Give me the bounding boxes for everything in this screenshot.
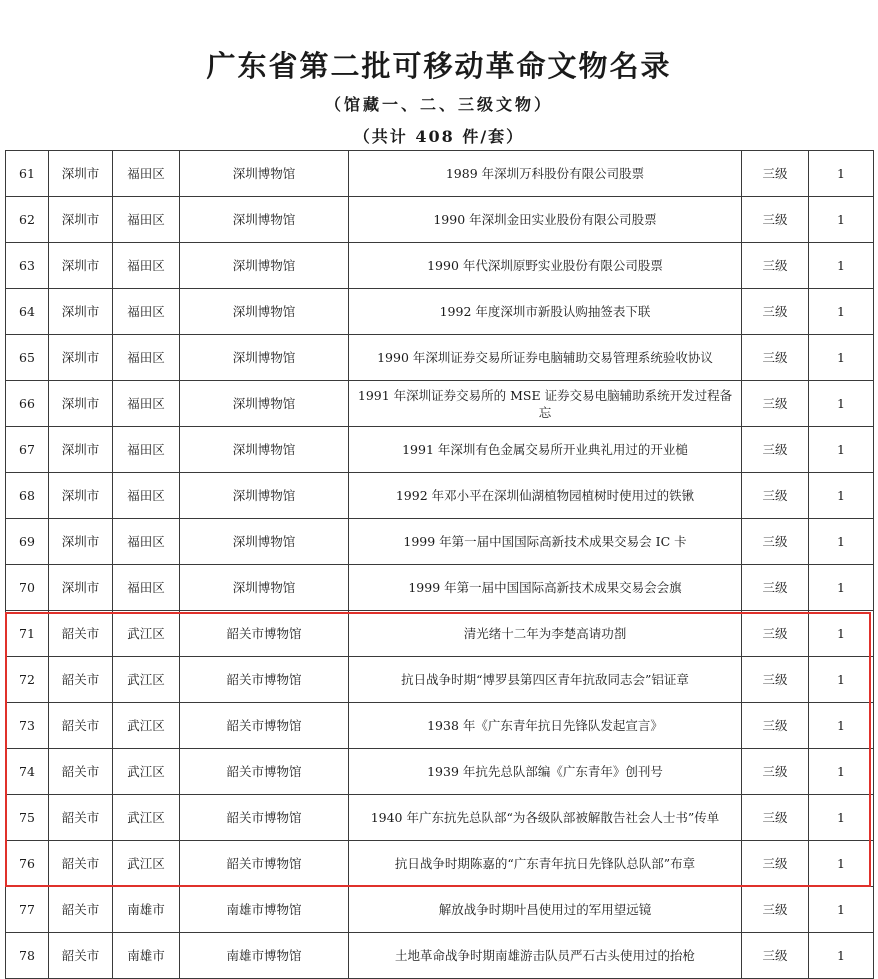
table-row bbox=[6, 749, 874, 795]
table-row bbox=[6, 289, 874, 335]
relic-name-cell: 1989 年深圳万科股份有限公司股票 bbox=[349, 151, 742, 197]
district-cell: 武江区 bbox=[113, 703, 180, 749]
table-row bbox=[6, 703, 874, 749]
relic-table bbox=[5, 150, 874, 979]
city-cell: 深圳市 bbox=[49, 197, 113, 243]
district-cell: 福田区 bbox=[113, 519, 180, 565]
relic-name-cell: 1992 年邓小平在深圳仙湖植物园植树时使用过的铁锹 bbox=[349, 473, 742, 519]
city-cell: 韶关市 bbox=[49, 795, 113, 841]
city-cell: 韶关市 bbox=[49, 657, 113, 703]
relic-name-cell: 1999 年第一届中国国际高新技术成果交易会 IC 卡 bbox=[349, 519, 742, 565]
relic-name-cell: 1992 年度深圳市新股认购抽签表下联 bbox=[349, 289, 742, 335]
row-number: 64 bbox=[6, 289, 49, 335]
relic-name-cell: 解放战争时期叶昌使用过的军用望远镜 bbox=[349, 887, 742, 933]
district-cell: 武江区 bbox=[113, 749, 180, 795]
grade-cell: 三级 bbox=[742, 151, 809, 197]
district-cell: 武江区 bbox=[113, 841, 180, 887]
city-cell: 深圳市 bbox=[49, 289, 113, 335]
document-title: 广东省第二批可移动革命文物名录 bbox=[206, 49, 672, 83]
row-number: 76 bbox=[6, 841, 49, 887]
table-row bbox=[6, 243, 874, 289]
district-cell: 南雄市 bbox=[113, 933, 180, 979]
museum-cell: 深圳博物馆 bbox=[180, 427, 349, 473]
museum-cell: 韶关市博物馆 bbox=[180, 611, 349, 657]
grade-cell: 三级 bbox=[742, 243, 809, 289]
city-cell: 韶关市 bbox=[49, 933, 113, 979]
museum-cell: 南雄市博物馆 bbox=[180, 933, 349, 979]
relic-name-cell: 1991 年深圳证券交易所的 MSE 证券交易电脑辅助系统开发过程备忘 bbox=[349, 381, 742, 427]
row-number: 78 bbox=[6, 933, 49, 979]
row-number: 72 bbox=[6, 657, 49, 703]
row-number: 68 bbox=[6, 473, 49, 519]
city-cell: 深圳市 bbox=[49, 473, 113, 519]
row-number: 62 bbox=[6, 197, 49, 243]
grade-cell: 三级 bbox=[742, 197, 809, 243]
district-cell: 福田区 bbox=[113, 243, 180, 289]
museum-cell: 深圳博物馆 bbox=[180, 243, 349, 289]
district-cell: 福田区 bbox=[113, 381, 180, 427]
district-cell: 福田区 bbox=[113, 427, 180, 473]
grade-cell: 三级 bbox=[742, 933, 809, 979]
grade-cell: 三级 bbox=[742, 749, 809, 795]
museum-cell: 深圳博物馆 bbox=[180, 289, 349, 335]
quantity-cell: 1 bbox=[809, 703, 874, 749]
museum-cell: 韶关市博物馆 bbox=[180, 795, 349, 841]
quantity-cell: 1 bbox=[809, 657, 874, 703]
table-row bbox=[6, 473, 874, 519]
row-number: 66 bbox=[6, 381, 49, 427]
quantity-cell: 1 bbox=[809, 841, 874, 887]
district-cell: 武江区 bbox=[113, 795, 180, 841]
grade-cell: 三级 bbox=[742, 841, 809, 887]
district-cell: 福田区 bbox=[113, 289, 180, 335]
table-row bbox=[6, 611, 874, 657]
city-cell: 深圳市 bbox=[49, 335, 113, 381]
district-cell: 武江区 bbox=[113, 657, 180, 703]
district-cell: 武江区 bbox=[113, 611, 180, 657]
table-row bbox=[6, 381, 874, 427]
grade-cell: 三级 bbox=[742, 335, 809, 381]
museum-cell: 韶关市博物馆 bbox=[180, 703, 349, 749]
relic-name-cell: 抗日战争时期“博罗县第四区青年抗敌同志会”铝证章 bbox=[349, 657, 742, 703]
quantity-cell: 1 bbox=[809, 519, 874, 565]
grade-cell: 三级 bbox=[742, 611, 809, 657]
city-cell: 韶关市 bbox=[49, 887, 113, 933]
city-cell: 韶关市 bbox=[49, 749, 113, 795]
museum-cell: 深圳博物馆 bbox=[180, 473, 349, 519]
quantity-cell: 1 bbox=[809, 749, 874, 795]
table-row bbox=[6, 427, 874, 473]
district-cell: 福田区 bbox=[113, 197, 180, 243]
grade-cell: 三级 bbox=[742, 657, 809, 703]
quantity-cell: 1 bbox=[809, 611, 874, 657]
quantity-cell: 1 bbox=[809, 151, 874, 197]
museum-cell: 深圳博物馆 bbox=[180, 197, 349, 243]
row-number: 67 bbox=[6, 427, 49, 473]
row-number: 69 bbox=[6, 519, 49, 565]
city-cell: 韶关市 bbox=[49, 703, 113, 749]
museum-cell: 深圳博物馆 bbox=[180, 381, 349, 427]
museum-cell: 深圳博物馆 bbox=[180, 565, 349, 611]
row-number: 77 bbox=[6, 887, 49, 933]
row-number: 63 bbox=[6, 243, 49, 289]
museum-cell: 韶关市博物馆 bbox=[180, 841, 349, 887]
relic-name-cell: 1938 年《广东青年抗日先锋队发起宣言》 bbox=[349, 703, 742, 749]
grade-cell: 三级 bbox=[742, 427, 809, 473]
table-row bbox=[6, 887, 874, 933]
relic-name-cell: 1990 年代深圳原野实业股份有限公司股票 bbox=[349, 243, 742, 289]
city-cell: 韶关市 bbox=[49, 611, 113, 657]
item-count: （共计 408 件/套） bbox=[353, 127, 525, 146]
row-number: 75 bbox=[6, 795, 49, 841]
row-number: 71 bbox=[6, 611, 49, 657]
grade-cell: 三级 bbox=[742, 887, 809, 933]
district-cell: 福田区 bbox=[113, 565, 180, 611]
grade-cell: 三级 bbox=[742, 381, 809, 427]
relic-name-cell: 清光绪十二年为李楚高请功剳 bbox=[349, 611, 742, 657]
relic-name-cell: 土地革命战争时期南雄游击队员严石古头使用过的抬枪 bbox=[349, 933, 742, 979]
district-cell: 南雄市 bbox=[113, 887, 180, 933]
quantity-cell: 1 bbox=[809, 427, 874, 473]
city-cell: 深圳市 bbox=[49, 243, 113, 289]
grade-cell: 三级 bbox=[742, 473, 809, 519]
relic-name-cell: 抗日战争时期陈嘉的“广东青年抗日先锋队总队部”布章 bbox=[349, 841, 742, 887]
grade-cell: 三级 bbox=[742, 289, 809, 335]
relic-name-cell: 1940 年广东抗先总队部“为各级队部被解散告社会人士书”传单 bbox=[349, 795, 742, 841]
table-row bbox=[6, 795, 874, 841]
grade-cell: 三级 bbox=[742, 565, 809, 611]
city-cell: 深圳市 bbox=[49, 427, 113, 473]
relic-name-cell: 1990 年深圳金田实业股份有限公司股票 bbox=[349, 197, 742, 243]
museum-cell: 深圳博物馆 bbox=[180, 519, 349, 565]
document-subtitle: （馆藏一、二、三级文物） bbox=[324, 95, 553, 114]
row-number: 74 bbox=[6, 749, 49, 795]
table-row bbox=[6, 841, 874, 887]
row-number: 65 bbox=[6, 335, 49, 381]
table-row bbox=[6, 933, 874, 979]
row-number: 61 bbox=[6, 151, 49, 197]
museum-cell: 深圳博物馆 bbox=[180, 151, 349, 197]
relic-name-cell: 1991 年深圳有色金属交易所开业典礼用过的开业槌 bbox=[349, 427, 742, 473]
table-row bbox=[6, 151, 874, 197]
museum-cell: 深圳博物馆 bbox=[180, 335, 349, 381]
relic-name-cell: 1990 年深圳证券交易所证券电脑辅助交易管理系统验收协议 bbox=[349, 335, 742, 381]
table-row bbox=[6, 335, 874, 381]
relic-name-cell: 1939 年抗先总队部编《广东青年》创刊号 bbox=[349, 749, 742, 795]
row-number: 70 bbox=[6, 565, 49, 611]
quantity-cell: 1 bbox=[809, 933, 874, 979]
museum-cell: 南雄市博物馆 bbox=[180, 887, 349, 933]
city-cell: 深圳市 bbox=[49, 565, 113, 611]
district-cell: 福田区 bbox=[113, 151, 180, 197]
quantity-cell: 1 bbox=[809, 243, 874, 289]
museum-cell: 韶关市博物馆 bbox=[180, 657, 349, 703]
quantity-cell: 1 bbox=[809, 381, 874, 427]
museum-cell: 韶关市博物馆 bbox=[180, 749, 349, 795]
table-row bbox=[6, 519, 874, 565]
quantity-cell: 1 bbox=[809, 197, 874, 243]
grade-cell: 三级 bbox=[742, 703, 809, 749]
city-cell: 深圳市 bbox=[49, 381, 113, 427]
table-row bbox=[6, 197, 874, 243]
relic-name-cell: 1999 年第一届中国国际高新技术成果交易会会旗 bbox=[349, 565, 742, 611]
grade-cell: 三级 bbox=[742, 519, 809, 565]
city-cell: 深圳市 bbox=[49, 151, 113, 197]
district-cell: 福田区 bbox=[113, 335, 180, 381]
row-number: 73 bbox=[6, 703, 49, 749]
quantity-cell: 1 bbox=[809, 473, 874, 519]
quantity-cell: 1 bbox=[809, 289, 874, 335]
grade-cell: 三级 bbox=[742, 795, 809, 841]
table-row bbox=[6, 657, 874, 703]
quantity-cell: 1 bbox=[809, 565, 874, 611]
quantity-cell: 1 bbox=[809, 887, 874, 933]
district-cell: 福田区 bbox=[113, 473, 180, 519]
quantity-cell: 1 bbox=[809, 795, 874, 841]
table-row bbox=[6, 565, 874, 611]
city-cell: 深圳市 bbox=[49, 519, 113, 565]
quantity-cell: 1 bbox=[809, 335, 874, 381]
city-cell: 韶关市 bbox=[49, 841, 113, 887]
